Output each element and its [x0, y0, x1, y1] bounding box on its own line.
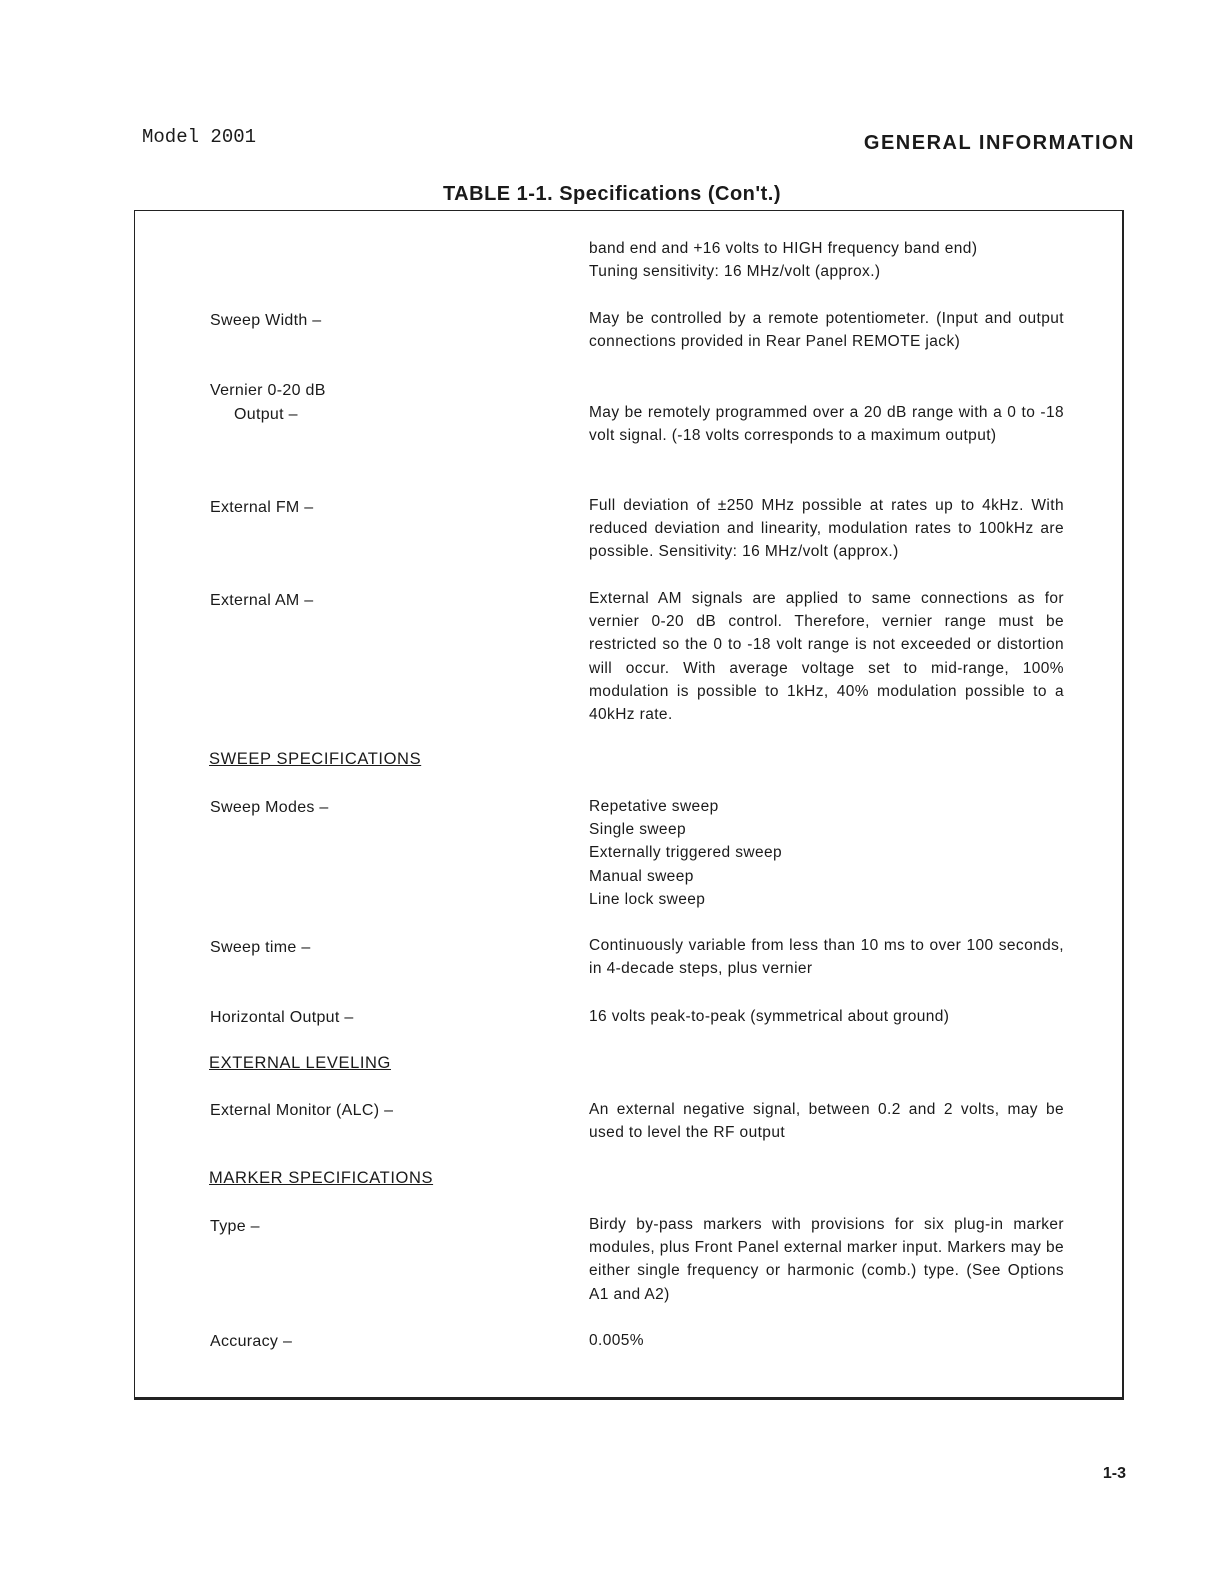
section-title: GENERAL INFORMATION [863, 132, 1135, 154]
list-item: Externally triggered sweep [589, 844, 783, 862]
ext-fm-label: External FM – [210, 499, 314, 516]
type-label: Type – [210, 1218, 260, 1235]
cont-value [589, 237, 1064, 283]
accuracy-value: 0.005% [589, 1332, 644, 1349]
marker-specs-heading: MARKER SPECIFICATIONS [209, 1169, 434, 1187]
sweep-width-label: Sweep Width – [210, 312, 322, 329]
external-monitor-label: External Monitor (ALC) – [210, 1102, 394, 1119]
sweep-specs-heading: SWEEP SPECIFICATIONS [209, 750, 422, 768]
cont-line: Tuning sensitivity: 16 MHz/volt (approx.) [589, 263, 881, 281]
list-item: Manual sweep [589, 867, 694, 885]
external-monitor-value: An external negative signal, between 0.2 and 2 volts, may be used to level the RF output [589, 1101, 1064, 1142]
type-value: Birdy by-pass markers with provisions for six plug-in marker modules, plus Front Panel external marker input. Markers may be either single frequency or harmonic (comb.) type. (See Options A1 and A2) [589, 1216, 1064, 1303]
ext-fm-value: Full deviation of ±250 MHz possible at rates up to 4kHz. With reduced deviation and linearity, modulation rates to 100kHz are possible. Sensitivity: 16 MHz/volt (approx.) [589, 497, 1064, 561]
horizontal-output-label: Horizontal Output – [210, 1009, 354, 1026]
list-item: Line lock sweep [589, 890, 706, 908]
cont-line: band end and +16 volts to HIGH frequency band end) [589, 240, 978, 257]
list-item: Single sweep [589, 821, 686, 839]
external-leveling-heading: EXTERNAL LEVELING [209, 1054, 391, 1072]
accuracy-label: Accuracy – [210, 1333, 293, 1350]
sweep-width-value: May be controlled by a remote potentiometer. (Input and output connections provided in Rear Panel REMOTE jack) [589, 310, 1064, 351]
sweep-modes-list [589, 795, 1064, 911]
table-title: TABLE 1-1. Specifications (Con't.) [442, 183, 782, 205]
vernier-label-output: Output – [234, 406, 298, 423]
ext-am-label: External AM – [210, 592, 314, 609]
list-item: Repetative sweep [589, 798, 719, 815]
model-label: Model 2001 [142, 126, 257, 148]
vernier-label: Vernier 0-20 dB [210, 382, 326, 399]
sweep-time-label: Sweep time – [210, 939, 311, 956]
ext-am-value: External AM signals are applied to same connections as for vernier 0-20 dB control. Therefore, vernier range must be restricted so the 0 to -18 volt range is not exceeded or distortion will occur. With average voltage set to mid-range, 100% modulation is possible to 1kHz, 40% modulation possible to a 40kHz rate. [589, 590, 1064, 724]
page-number: 1-3 [1102, 1465, 1126, 1482]
horizontal-output-value: 16 volts peak-to-peak (symmetrical about ground) [589, 1008, 950, 1025]
sweep-modes-label: Sweep Modes – [210, 799, 329, 816]
vernier-value: May be remotely programmed over a 20 dB range with a 0 to -18 volt signal. (-18 volts corresponds to a maximum output) [589, 404, 1064, 445]
sweep-time-value: Continuously variable from less than 10 ms to over 100 seconds, in 4-decade steps, plus vernier [589, 937, 1064, 978]
